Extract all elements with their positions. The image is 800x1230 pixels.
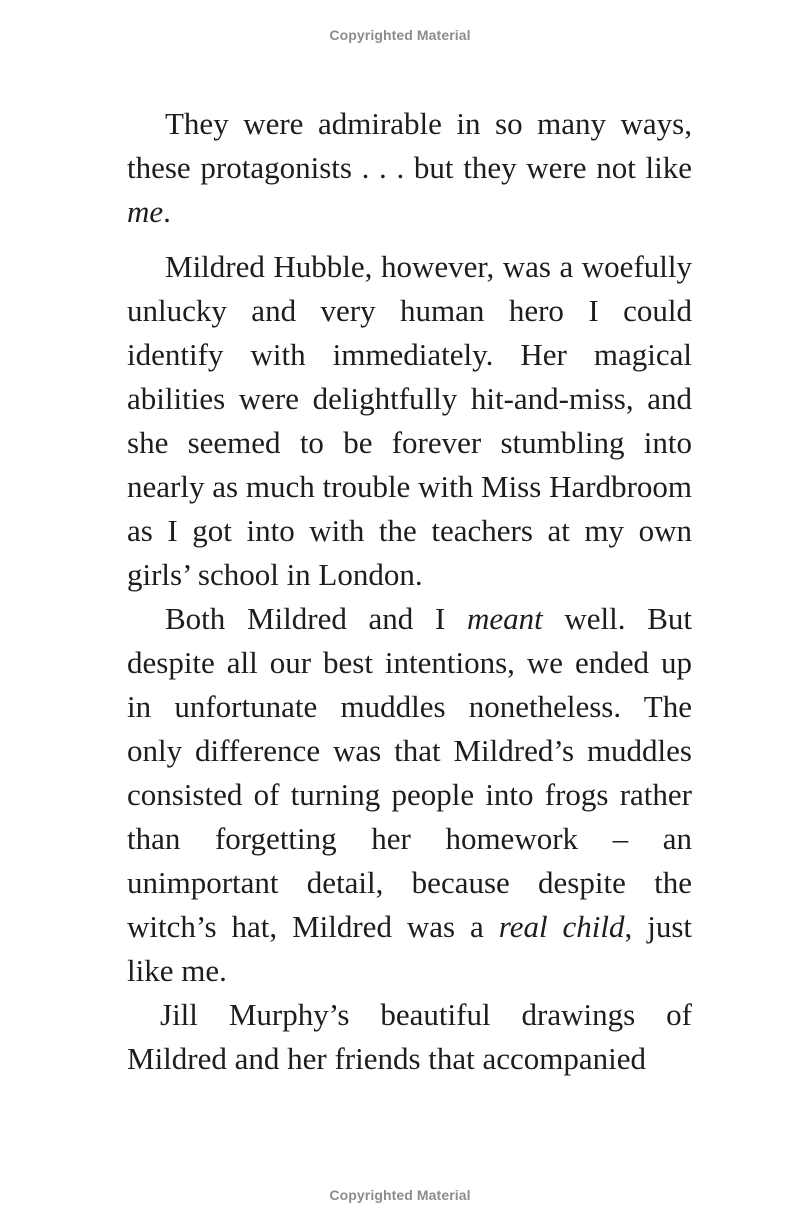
text-segment: Jill Murphy’s beautiful drawings of Mildred and her friends that accompanied bbox=[127, 997, 692, 1076]
paragraph-mildred-hubble bbox=[127, 245, 692, 597]
paragraph-meant-well bbox=[127, 597, 692, 993]
text-segment: Both Mildred and I bbox=[165, 601, 467, 636]
text-segment: well. But despite all our best intentions, we ended up in unfortunate muddles nonetheless. The only difference was that Mildred’s muddles consisted of turning people into frogs rather than forgetting her homework – an unimportant detail, because despite the witch’s hat, Mildred was a bbox=[127, 601, 692, 944]
text-segment: , just like me. bbox=[127, 909, 693, 988]
emphasis-meant: meant bbox=[466, 601, 543, 636]
page-body bbox=[127, 102, 692, 1081]
emphasis-me: me bbox=[127, 194, 164, 229]
paragraph-jill-murphy bbox=[127, 993, 692, 1081]
emphasis-real-child: real child bbox=[498, 909, 625, 944]
text-segment: . bbox=[163, 194, 171, 229]
text-segment: Mildred Hubble, however, was a woefully unlucky and very human hero I could identify with immediately. Her magical abilities were delightfully hit-and-miss, and she seemed to be forever stumbling into nearly as much trouble with Miss Hardbroom as I got into with the teachers at my own girls’ school in London. bbox=[127, 249, 692, 592]
copyright-watermark-top: Copyrighted Material bbox=[329, 27, 471, 43]
paragraph-protagonists bbox=[127, 102, 692, 234]
text-segment: They were admirable in so many ways, these protagonists . . . but they were not like bbox=[127, 106, 692, 185]
copyright-watermark-bottom: Copyrighted Material bbox=[329, 1187, 471, 1203]
